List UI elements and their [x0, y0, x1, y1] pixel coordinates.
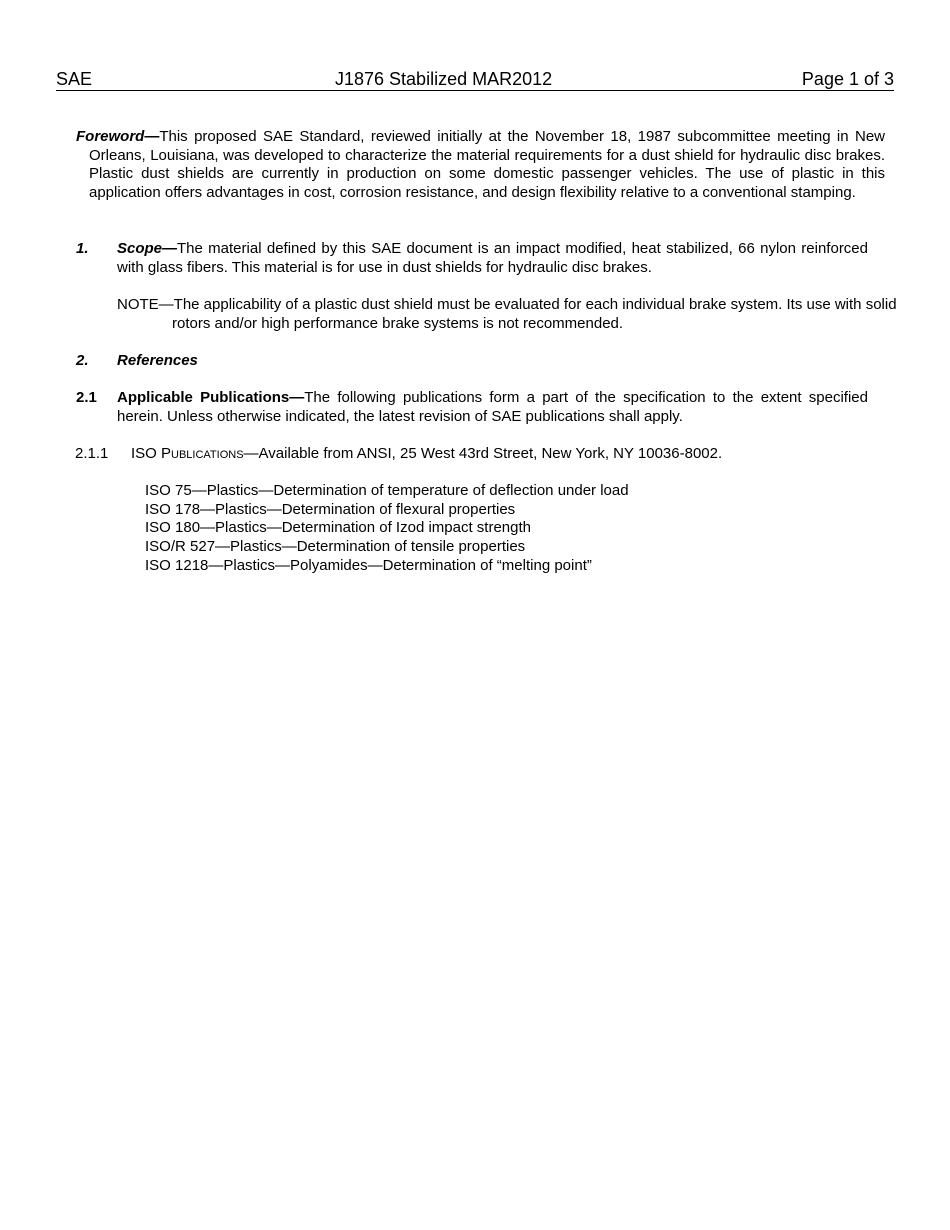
section-2-1-1-number: 2.1.1	[75, 445, 109, 462]
section-2-1-number: 2.1	[76, 389, 97, 406]
page-header	[56, 68, 894, 91]
note-label: NOTE—	[117, 296, 174, 313]
header-document-id: J1876 Stabilized MAR2012	[335, 69, 553, 89]
reference-list	[145, 482, 629, 576]
scope-note	[117, 296, 923, 333]
foreword-paragraph	[76, 128, 885, 203]
section-2-1-1-paragraph	[131, 445, 871, 464]
section-2-1-1-label: ISO Publications	[131, 445, 244, 462]
reference-item: ISO 75—Plastics—Determination of temperature of deflection under load	[145, 482, 629, 499]
section-1-paragraph	[117, 240, 868, 277]
reference-item: ISO 180—Plastics—Determination of Izod impact strength	[145, 519, 532, 537]
section-2-1-paragraph	[117, 389, 868, 426]
section-1-number: 1.	[76, 240, 89, 257]
section-2-number: 2.	[76, 352, 89, 369]
reference-item: ISO 178—Plastics—Determination of flexural properties	[145, 500, 516, 518]
section-2-1-text: The following publications form a part of the specification to the extent specified herein. Unless otherwise indicated, the latest revision of SAE publications shall apply.	[117, 389, 868, 425]
note-text: The applicability of a plastic dust shield must be evaluated for each individual brake system. Its use with solid rotors and/or high performance brake systems is not recommended.	[172, 296, 897, 332]
foreword-label: Foreword—	[76, 128, 160, 145]
header-page-number: Page 1 of 3	[801, 69, 894, 89]
reference-item: ISO/R 527—Plastics—Determination of tensile properties	[145, 538, 526, 556]
section-1-text: The material defined by this SAE document is an impact modified, heat stabilized, 66 nylon reinforced with glass fibers. This material is for use in dust shields for hydraulic disc brakes.	[117, 240, 868, 276]
section-2-1-label: Applicable Publications—	[117, 389, 305, 406]
section-2-1-1-text: —Available from ANSI, 25 West 43rd Street, New York, NY 10036-8002.	[243, 445, 723, 462]
section-1-label: Scope—	[117, 240, 178, 257]
reference-item: ISO 1218—Plastics—Polyamides—Determination of “melting point”	[145, 556, 592, 574]
header-org: SAE	[56, 69, 93, 89]
foreword-text: This proposed SAE Standard, reviewed initially at the November 18, 1987 subcommittee meeting in New Orleans, Louisiana, was developed to characterize the material requirements for a dust shield for hydraulic disc brakes. Plastic dust shields are currently in production on some domestic passenger vehicles. The use of plastic in this application offers advantages in cost, corrosion resistance, and design flexibility relative to a conventional stamping.	[89, 128, 885, 202]
section-2-title: References	[117, 352, 198, 369]
